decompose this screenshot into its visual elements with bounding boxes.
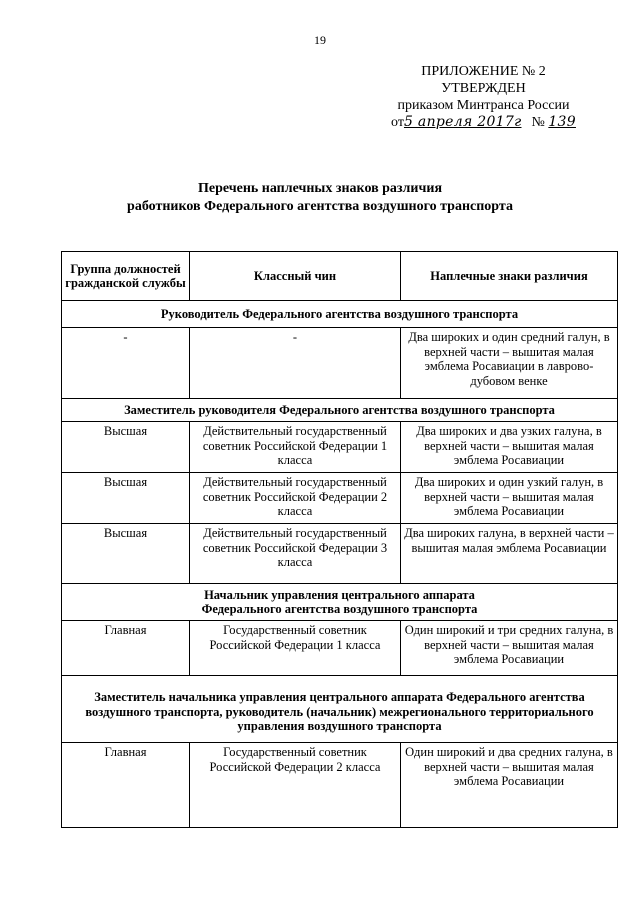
section-row	[62, 584, 618, 621]
table-row	[62, 422, 618, 473]
handwritten-date: 5 апреля 2017г	[403, 114, 522, 130]
approved-label: УТВЕРЖДЕН	[441, 81, 526, 96]
table-row	[62, 621, 618, 676]
section-title: Начальник управления центрального аппарата Федерального агентства воздушного транспорта	[62, 584, 618, 621]
header-rank: Классный чин	[190, 252, 401, 301]
section-row	[62, 399, 618, 422]
approval-block	[376, 63, 591, 131]
cell-insignia: Два широких и два узких галуна, в верхней части – вышитая малая эмблема Росавиации	[401, 422, 618, 473]
page-number: 19	[314, 33, 326, 47]
document-title	[0, 180, 640, 216]
section-row	[62, 301, 618, 328]
order-date-line	[376, 114, 591, 131]
section-title: Заместитель начальника управления центрального аппарата Федерального агентства воздушного транспорта, руководитель (начальник) межрегионального территориального управления воздушного транспорта	[62, 676, 618, 743]
appendix-label: ПРИЛОЖЕНИЕ № 2	[421, 64, 546, 79]
cell-insignia: Два широких и один средний галун, в верхней части – вышитая малая эмблема Росавиации в лаврово-дубовом венке	[401, 328, 618, 399]
number-prefix: №	[531, 115, 545, 130]
cell-insignia: Два широких и один узкий галун, в верхней части – вышитая малая эмблема Росавиации	[401, 473, 618, 524]
table-header-row	[62, 252, 618, 301]
cell-rank: Государственный советник Российской Федерации 2 класса	[190, 743, 401, 828]
cell-rank: Действительный государственный советник Российской Федерации 2 класса	[190, 473, 401, 524]
cell-rank: Действительный государственный советник Российской Федерации 3 класса	[190, 524, 401, 584]
cell-group: Высшая	[62, 524, 190, 584]
cell-insignia: Два широких галуна, в верхней части – вышитая малая эмблема Росавиации	[401, 524, 618, 584]
cell-insignia: Один широкий и три средних галуна, в верхней части – вышитая малая эмблема Росавиации	[401, 621, 618, 676]
section-title: Заместитель руководителя Федерального агентства воздушного транспорта	[62, 399, 618, 422]
section-title: Руководитель Федерального агентства воздушного транспорта	[62, 301, 618, 328]
cell-rank: Действительный государственный советник Российской Федерации 1 класса	[190, 422, 401, 473]
header-group: Группа должностей гражданской службы	[62, 252, 190, 301]
title-line-2: работников Федерального агентства воздушного транспорта	[127, 199, 513, 214]
table-row	[62, 328, 618, 399]
cell-insignia: Один широкий и два средних галуна, в верхней части – вышитая малая эмблема Росавиации	[401, 743, 618, 828]
table-row	[62, 473, 618, 524]
table-row	[62, 743, 618, 828]
cell-rank: -	[190, 328, 401, 399]
section-row	[62, 676, 618, 743]
order-label: приказом Минтранса России	[397, 98, 570, 113]
title-line-1: Перечень наплечных знаков различия	[197, 181, 443, 196]
date-prefix: от	[391, 115, 404, 130]
table-row	[62, 524, 618, 584]
header-insignia: Наплечные знаки различия	[401, 252, 618, 301]
cell-group: Главная	[62, 743, 190, 828]
insignia-table	[61, 251, 618, 828]
handwritten-order-number: 139	[548, 114, 576, 130]
cell-group: Высшая	[62, 473, 190, 524]
cell-rank: Государственный советник Российской Федерации 1 класса	[190, 621, 401, 676]
cell-group: Главная	[62, 621, 190, 676]
cell-group: Высшая	[62, 422, 190, 473]
cell-group: -	[62, 328, 190, 399]
